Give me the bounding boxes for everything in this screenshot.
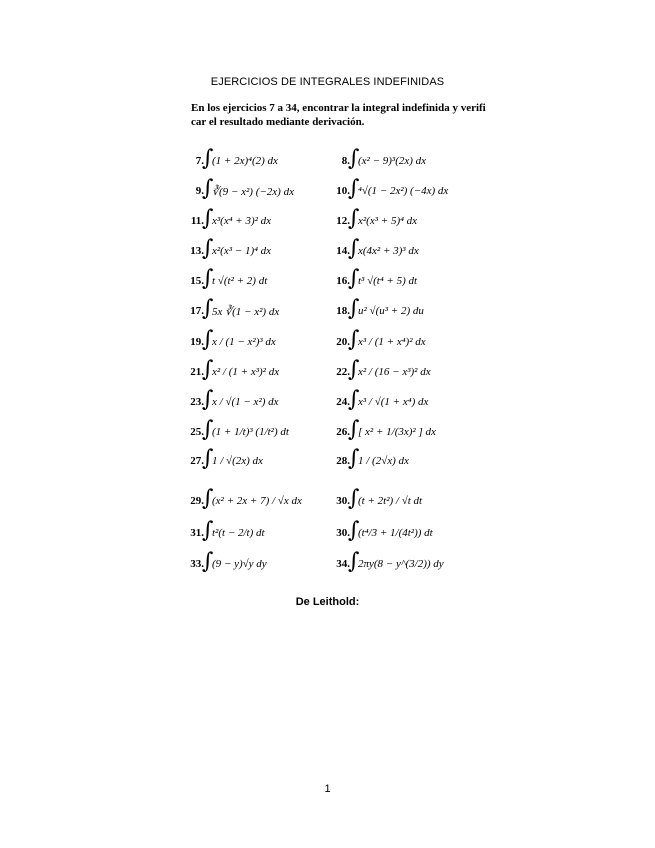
exercise-number: 13.	[190, 245, 204, 257]
integral-sign-icon: ∫	[348, 446, 360, 471]
exercise-number: 22.	[336, 366, 350, 378]
exercise-expression: t √(t² + 2) dt	[212, 275, 268, 287]
exercise-expression: x³ / (1 + x⁴)² dx	[358, 336, 426, 348]
exercise-expression: x³ / √(1 + x⁴) dx	[358, 396, 429, 408]
integral-sign-icon: ∫	[202, 387, 214, 412]
exercise-expression: x³(x⁴ + 3)² dx	[212, 215, 272, 227]
exercise-number: 12.	[336, 215, 350, 227]
exercise-expression: 5x ∛(1 − x²) dx	[212, 306, 280, 318]
exercise-number: 27.	[190, 455, 204, 467]
exercise-number: 30.	[336, 527, 350, 539]
integral-sign-icon: ∫	[348, 486, 360, 511]
exercise-expression: (t⁴/3 + 1/(4t²)) dt	[358, 527, 433, 539]
integral-sign-icon: ∫	[348, 266, 360, 291]
exercise-number: 19.	[190, 336, 204, 348]
page-title: EJERCICIOS DE INTEGRALES INDEFINIDAS	[210, 76, 445, 88]
integral-sign-icon: ∫	[348, 206, 360, 231]
exercise-expression: (1 + 1/t)³ (1/t²) dt	[212, 426, 289, 438]
integral-sign-icon: ∫	[348, 236, 360, 261]
integral-sign-icon: ∫	[348, 549, 360, 574]
exercise-expression: (9 − y)√y dy	[212, 558, 267, 570]
integral-sign-icon: ∫	[348, 146, 360, 171]
integral-sign-icon: ∫	[202, 266, 214, 291]
page-number: 1	[324, 783, 331, 795]
integral-sign-icon: ∫	[348, 518, 360, 543]
instructions-line-1: En los ejercicios 7 a 34, encontrar la integral indefinida y verifi	[191, 102, 486, 114]
exercise-number: 20.	[336, 336, 350, 348]
exercise-expression: 2πy(8 − y^(3/2)) dy	[358, 558, 444, 570]
exercise-expression: (x² − 9)³(2x) dx	[358, 155, 427, 167]
integral-sign-icon: ∫	[202, 327, 214, 352]
exercise-number: 26.	[336, 426, 350, 438]
integral-sign-icon: ∫	[348, 176, 360, 201]
integral-sign-icon: ∫	[348, 327, 360, 352]
instructions	[191, 101, 491, 129]
exercise-expression: (x² + 2x + 7) / √x dx	[212, 495, 302, 507]
exercise-number: 18.	[336, 305, 350, 317]
exercise-number: 14.	[336, 245, 350, 257]
exercise-expression: ∛(9 − x²) (−2x) dx	[212, 186, 294, 198]
exercise-expression: 1 / √(2x) dx	[212, 455, 263, 467]
integral-sign-icon: ∫	[202, 236, 214, 261]
exercise-expression: x / (1 − x²)³ dx	[212, 336, 276, 348]
integral-sign-icon: ∫	[202, 146, 214, 171]
integral-sign-icon: ∫	[202, 518, 214, 543]
exercise-expression: x²(x³ + 5)⁴ dx	[358, 215, 418, 227]
instructions-line-2: car el resultado mediante derivación.	[191, 116, 365, 128]
exercise-expression: x(4x² + 3)³ dx	[358, 245, 419, 257]
integral-sign-icon: ∫	[202, 417, 214, 442]
exercise-number: 15.	[190, 275, 204, 287]
exercise-expression: ⁴√(1 − 2x²) (−4x) dx	[358, 185, 449, 197]
source-attribution: De Leithold:	[295, 596, 360, 608]
exercise-expression: x² / (1 + x³)² dx	[212, 366, 280, 378]
integral-sign-icon: ∫	[202, 296, 214, 321]
exercise-number: 33.	[190, 558, 204, 570]
exercise-expression: x²(x³ − 1)⁴ dx	[212, 245, 272, 257]
integral-sign-icon: ∫	[202, 446, 214, 471]
exercise-expression: t³ √(t⁴ + 5) dt	[358, 275, 418, 287]
exercise-number: 31.	[190, 527, 204, 539]
exercise-number: 25.	[190, 426, 204, 438]
integral-sign-icon: ∫	[348, 387, 360, 412]
exercise-number: 17.	[190, 305, 204, 317]
exercise-expression: x / √(1 − x²) dx	[212, 396, 279, 408]
exercise-number: 11.	[190, 215, 204, 227]
exercise-number: 21.	[190, 366, 204, 378]
exercise-number: 34.	[336, 558, 350, 570]
exercise-expression: x² / (16 − x³)² dx	[358, 366, 431, 378]
integral-sign-icon: ∫	[348, 417, 360, 442]
exercise-expression: (t + 2t²) / √t dt	[358, 495, 423, 507]
exercise-number: 30.	[336, 495, 350, 507]
exercise-expression: 1 / (2√x) dx	[358, 455, 409, 467]
exercise-number: 7.	[195, 155, 204, 167]
exercise-number: 24.	[336, 396, 350, 408]
exercise-number: 16.	[336, 275, 350, 287]
exercise-number: 10.	[336, 185, 350, 197]
exercise-expression: u² √(u³ + 2) du	[358, 305, 424, 317]
integral-sign-icon: ∫	[348, 296, 360, 321]
integral-sign-icon: ∫	[202, 176, 214, 201]
exercise-expression: [ x² + 1/(3x)² ] dx	[358, 426, 436, 438]
integral-sign-icon: ∫	[202, 549, 214, 574]
exercise-number: 9.	[195, 185, 204, 197]
exercise-expression: t²(t − 2/t) dt	[212, 527, 265, 539]
integral-sign-icon: ∫	[202, 357, 214, 382]
exercise-number: 23.	[190, 396, 204, 408]
integral-sign-icon: ∫	[348, 357, 360, 382]
integral-sign-icon: ∫	[202, 486, 214, 511]
integral-sign-icon: ∫	[202, 206, 214, 231]
exercise-expression: (1 + 2x)⁴(2) dx	[212, 155, 278, 167]
exercise-number: 28.	[336, 455, 350, 467]
exercise-number: 29.	[190, 495, 204, 507]
exercise-number: 8.	[341, 155, 350, 167]
